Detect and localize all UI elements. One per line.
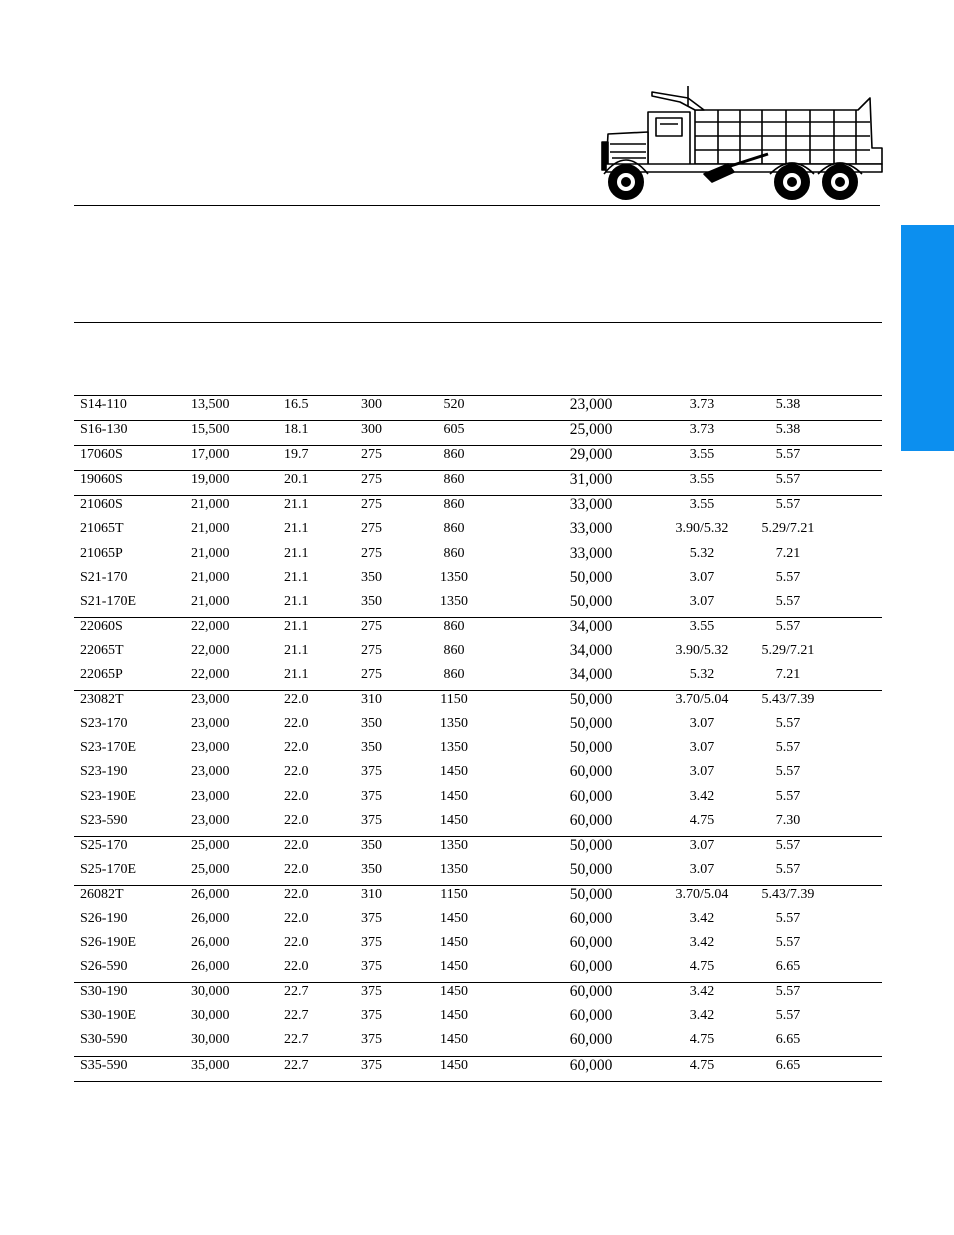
ratio-high-cell: 5.43/7.39 (761, 692, 815, 708)
model-cell: S21-170E (80, 593, 136, 609)
horsepower-cell: 275 (361, 497, 382, 513)
capacity-cell: 50,000 (569, 592, 613, 610)
torque-cell: 860 (443, 472, 465, 488)
gvw-cell: 25,000 (191, 837, 230, 853)
ratio-low-cell: 3.55 (689, 447, 715, 463)
torque-cell: 1450 (440, 1057, 468, 1073)
ratio-low-cell: 3.42 (689, 1008, 715, 1024)
table-row (74, 983, 882, 1007)
gvw-cell: 21,000 (191, 497, 230, 513)
capacity-cell: 50,000 (569, 568, 613, 586)
horsepower-cell: 275 (361, 521, 382, 537)
table-row (74, 642, 882, 666)
diameter-cell: 21.1 (284, 667, 309, 683)
ratio-high-cell: 7.30 (775, 812, 801, 828)
model-cell: S23-190 (80, 764, 128, 780)
diameter-cell: 21.1 (284, 497, 309, 513)
model-cell: S26-190E (80, 935, 136, 951)
table-row (74, 691, 882, 715)
gvw-cell: 13,500 (191, 397, 230, 412)
table-row (74, 446, 882, 470)
row-group (74, 885, 882, 982)
row-group (74, 690, 882, 836)
ratio-high-cell: 5.57 (775, 910, 801, 926)
ratio-low-cell: 5.32 (689, 667, 715, 683)
diameter-cell: 19.7 (284, 447, 309, 463)
capacity-cell: 34,000 (569, 641, 613, 659)
ratio-high-cell: 5.57 (775, 447, 801, 463)
horsepower-cell: 275 (361, 618, 382, 634)
capacity-cell: 31,000 (569, 471, 613, 489)
ratio-high-cell: 5.57 (775, 472, 801, 488)
torque-cell: 605 (443, 422, 465, 438)
ratio-low-cell: 3.07 (689, 740, 715, 756)
diameter-cell: 22.0 (284, 959, 309, 975)
ratio-high-cell: 5.57 (775, 569, 801, 585)
table-row (74, 666, 882, 690)
gvw-cell: 35,000 (191, 1057, 230, 1073)
capacity-cell: 60,000 (569, 983, 613, 1001)
table-row (74, 421, 882, 445)
gvw-cell: 22,000 (191, 667, 230, 683)
diameter-cell: 22.0 (284, 716, 309, 732)
ratio-low-cell: 3.73 (689, 422, 715, 438)
capacity-cell: 29,000 (569, 446, 613, 464)
gvw-cell: 30,000 (191, 1032, 230, 1048)
model-cell: 22060S (80, 618, 123, 634)
row-group (74, 982, 882, 1055)
torque-cell: 1450 (440, 935, 468, 951)
horsepower-cell: 310 (361, 886, 382, 902)
table-row (74, 886, 882, 910)
model-cell: S26-190 (80, 910, 128, 926)
gvw-cell: 23,000 (191, 740, 230, 756)
gvw-cell: 26,000 (191, 886, 230, 902)
row-group (74, 1056, 882, 1082)
model-cell: S23-170E (80, 740, 136, 756)
capacity-cell: 25,000 (569, 421, 613, 439)
dump-truck-illustration (600, 84, 885, 202)
table-row (74, 520, 882, 544)
ratio-high-cell: 5.29/7.21 (761, 521, 815, 537)
gvw-cell: 25,000 (191, 861, 230, 877)
model-cell: S23-170 (80, 716, 128, 732)
row-group (74, 420, 882, 445)
table-row (74, 593, 882, 617)
gvw-cell: 23,000 (191, 716, 230, 732)
row-group (74, 617, 882, 690)
model-cell: S26-590 (80, 959, 128, 975)
table-row (74, 837, 882, 861)
model-cell: S25-170E (80, 861, 136, 877)
diameter-cell: 21.1 (284, 642, 309, 658)
ratio-high-cell: 5.57 (775, 837, 801, 853)
capacity-cell: 60,000 (569, 909, 613, 927)
torque-cell: 1350 (440, 593, 468, 609)
diameter-cell: 21.1 (284, 569, 309, 585)
horsepower-cell: 275 (361, 472, 382, 488)
ratio-low-cell: 3.07 (689, 861, 715, 877)
diameter-cell: 22.0 (284, 740, 309, 756)
capacity-cell: 50,000 (569, 715, 613, 733)
model-cell: S23-590 (80, 812, 128, 828)
gvw-cell: 22,000 (191, 618, 230, 634)
table-row (74, 788, 882, 812)
capacity-cell: 50,000 (569, 691, 613, 709)
horsepower-cell: 300 (361, 422, 382, 438)
torque-cell: 1350 (440, 837, 468, 853)
diameter-cell: 22.7 (284, 1032, 309, 1048)
ratio-high-cell: 6.65 (775, 1032, 801, 1048)
ratio-high-cell: 6.65 (775, 959, 801, 975)
spec-table (74, 395, 882, 1082)
diameter-cell: 22.0 (284, 935, 309, 951)
table-row (74, 934, 882, 958)
table-row (74, 1057, 882, 1081)
capacity-cell: 60,000 (569, 1056, 613, 1074)
gvw-cell: 30,000 (191, 1008, 230, 1024)
model-cell: S35-590 (80, 1057, 128, 1073)
ratio-low-cell: 5.32 (689, 545, 715, 561)
model-cell: 17060S (80, 447, 123, 463)
ratio-high-cell: 5.57 (775, 593, 801, 609)
model-cell: 21060S (80, 497, 123, 513)
ratio-high-cell: 5.57 (775, 935, 801, 951)
diameter-cell: 22.0 (284, 788, 309, 804)
gvw-cell: 26,000 (191, 935, 230, 951)
gvw-cell: 21,000 (191, 521, 230, 537)
table-row (74, 545, 882, 569)
horsepower-cell: 375 (361, 984, 382, 1000)
table-row (74, 812, 882, 836)
torque-cell: 860 (443, 642, 465, 658)
diameter-cell: 22.0 (284, 886, 309, 902)
diameter-cell: 18.1 (284, 422, 309, 438)
gvw-cell: 23,000 (191, 692, 230, 708)
table-row (74, 1007, 882, 1031)
capacity-cell: 34,000 (569, 617, 613, 635)
gvw-cell: 23,000 (191, 764, 230, 780)
model-cell: S30-590 (80, 1032, 128, 1048)
gvw-cell: 23,000 (191, 788, 230, 804)
horsepower-cell: 350 (361, 740, 382, 756)
row-group (74, 395, 882, 420)
torque-cell: 1450 (440, 959, 468, 975)
ratio-low-cell: 3.07 (689, 764, 715, 780)
ratio-high-cell: 5.57 (775, 788, 801, 804)
table-row (74, 763, 882, 787)
gvw-cell: 26,000 (191, 910, 230, 926)
horsepower-cell: 275 (361, 667, 382, 683)
ratio-high-cell: 5.38 (775, 422, 801, 438)
row-group (74, 470, 882, 495)
model-cell: 21065P (80, 545, 123, 561)
model-cell: S30-190E (80, 1008, 136, 1024)
ratio-low-cell: 3.70/5.04 (675, 886, 729, 902)
table-row (74, 471, 882, 495)
ratio-low-cell: 3.90/5.32 (675, 642, 729, 658)
row-group (74, 495, 882, 616)
ratio-low-cell: 3.07 (689, 593, 715, 609)
horsepower-cell: 375 (361, 788, 382, 804)
ratio-low-cell: 3.70/5.04 (675, 692, 729, 708)
horsepower-cell: 350 (361, 716, 382, 732)
torque-cell: 1450 (440, 1032, 468, 1048)
table-row (74, 569, 882, 593)
capacity-cell: 50,000 (569, 885, 613, 903)
torque-cell: 1450 (440, 1008, 468, 1024)
ratio-low-cell: 3.55 (689, 618, 715, 634)
torque-cell: 860 (443, 618, 465, 634)
gvw-cell: 30,000 (191, 984, 230, 1000)
torque-cell: 860 (443, 521, 465, 537)
diameter-cell: 22.7 (284, 984, 309, 1000)
horsepower-cell: 375 (361, 1032, 382, 1048)
capacity-cell: 60,000 (569, 811, 613, 829)
ratio-low-cell: 3.07 (689, 569, 715, 585)
diameter-cell: 22.0 (284, 837, 309, 853)
diameter-cell: 21.1 (284, 521, 309, 537)
torque-cell: 860 (443, 667, 465, 683)
torque-cell: 1450 (440, 788, 468, 804)
torque-cell: 1350 (440, 716, 468, 732)
ratio-high-cell: 5.57 (775, 618, 801, 634)
model-cell: 21065T (80, 521, 124, 537)
ratio-high-cell: 5.38 (775, 397, 801, 412)
diameter-cell: 22.7 (284, 1008, 309, 1024)
ratio-high-cell: 5.29/7.21 (761, 642, 815, 658)
ratio-low-cell: 3.07 (689, 716, 715, 732)
table-row (74, 715, 882, 739)
horsepower-cell: 350 (361, 569, 382, 585)
diameter-cell: 22.0 (284, 764, 309, 780)
ratio-low-cell: 4.75 (689, 1057, 715, 1073)
diameter-cell: 16.5 (284, 397, 309, 412)
gvw-cell: 15,500 (191, 422, 230, 438)
header-divider (74, 322, 882, 323)
horsepower-cell: 350 (361, 837, 382, 853)
horsepower-cell: 275 (361, 642, 382, 658)
torque-cell: 1450 (440, 812, 468, 828)
horsepower-cell: 375 (361, 935, 382, 951)
capacity-cell: 60,000 (569, 787, 613, 805)
ratio-high-cell: 5.57 (775, 861, 801, 877)
horsepower-cell: 375 (361, 1057, 382, 1073)
diameter-cell: 20.1 (284, 472, 309, 488)
ratio-high-cell: 7.21 (775, 545, 801, 561)
gvw-cell: 26,000 (191, 959, 230, 975)
table-row (74, 618, 882, 642)
gvw-cell: 21,000 (191, 593, 230, 609)
model-cell: 26082T (80, 886, 124, 902)
diameter-cell: 22.0 (284, 812, 309, 828)
capacity-cell: 60,000 (569, 934, 613, 952)
model-cell: S30-190 (80, 984, 128, 1000)
horsepower-cell: 375 (361, 764, 382, 780)
capacity-cell: 60,000 (569, 1031, 613, 1049)
table-row (74, 739, 882, 763)
model-cell: 19060S (80, 472, 123, 488)
ratio-high-cell: 5.57 (775, 764, 801, 780)
capacity-cell: 23,000 (569, 396, 613, 413)
table-row (74, 496, 882, 520)
ratio-low-cell: 3.42 (689, 910, 715, 926)
horsepower-cell: 275 (361, 545, 382, 561)
capacity-cell: 50,000 (569, 739, 613, 757)
ratio-high-cell: 5.57 (775, 716, 801, 732)
horsepower-cell: 350 (361, 593, 382, 609)
table-row (74, 1031, 882, 1055)
capacity-cell: 50,000 (569, 860, 613, 878)
gvw-cell: 21,000 (191, 569, 230, 585)
capacity-cell: 60,000 (569, 958, 613, 976)
diameter-cell: 21.1 (284, 618, 309, 634)
torque-cell: 860 (443, 497, 465, 513)
ratio-low-cell: 3.07 (689, 837, 715, 853)
ratio-high-cell: 5.57 (775, 740, 801, 756)
torque-cell: 1450 (440, 910, 468, 926)
torque-cell: 1150 (440, 886, 468, 902)
table-row (74, 861, 882, 885)
ratio-low-cell: 3.73 (689, 397, 715, 412)
gvw-cell: 21,000 (191, 545, 230, 561)
torque-cell: 1350 (440, 569, 468, 585)
row-group (74, 836, 882, 885)
horsepower-cell: 275 (361, 447, 382, 463)
model-cell: S16-130 (80, 422, 128, 438)
torque-cell: 1150 (440, 692, 468, 708)
section-tab (901, 225, 954, 451)
ratio-high-cell: 5.43/7.39 (761, 886, 815, 902)
diameter-cell: 21.1 (284, 593, 309, 609)
ratio-low-cell: 3.55 (689, 472, 715, 488)
diameter-cell: 22.0 (284, 692, 309, 708)
ratio-low-cell: 4.75 (689, 812, 715, 828)
diameter-cell: 22.7 (284, 1057, 309, 1073)
ratio-low-cell: 3.55 (689, 497, 715, 513)
model-cell: 22065T (80, 642, 124, 658)
capacity-cell: 33,000 (569, 544, 613, 562)
torque-cell: 1450 (440, 984, 468, 1000)
horsepower-cell: 375 (361, 812, 382, 828)
horsepower-cell: 350 (361, 861, 382, 877)
gvw-cell: 17,000 (191, 447, 230, 463)
table-row (74, 910, 882, 934)
torque-cell: 1350 (440, 861, 468, 877)
diameter-cell: 22.0 (284, 861, 309, 877)
capacity-cell: 33,000 (569, 520, 613, 538)
gvw-cell: 22,000 (191, 642, 230, 658)
table-row (74, 958, 882, 982)
gvw-cell: 19,000 (191, 472, 230, 488)
capacity-cell: 50,000 (569, 836, 613, 854)
capacity-cell: 33,000 (569, 496, 613, 514)
top-divider (74, 205, 880, 206)
model-cell: S25-170 (80, 837, 128, 853)
gvw-cell: 23,000 (191, 812, 230, 828)
torque-cell: 860 (443, 545, 465, 561)
torque-cell: 1450 (440, 764, 468, 780)
ratio-high-cell: 5.57 (775, 1008, 801, 1024)
ratio-low-cell: 3.42 (689, 935, 715, 951)
ratio-high-cell: 5.57 (775, 497, 801, 513)
horsepower-cell: 375 (361, 959, 382, 975)
model-cell: 23082T (80, 692, 124, 708)
ratio-low-cell: 4.75 (689, 959, 715, 975)
torque-cell: 1350 (440, 740, 468, 756)
horsepower-cell: 375 (361, 1008, 382, 1024)
ratio-high-cell: 6.65 (775, 1057, 801, 1073)
table-row (74, 396, 882, 420)
torque-cell: 520 (443, 397, 465, 412)
row-group (74, 445, 882, 470)
ratio-low-cell: 3.90/5.32 (675, 521, 729, 537)
model-cell: S23-190E (80, 788, 136, 804)
diameter-cell: 21.1 (284, 545, 309, 561)
ratio-low-cell: 4.75 (689, 1032, 715, 1048)
model-cell: 22065P (80, 667, 123, 683)
ratio-low-cell: 3.42 (689, 788, 715, 804)
horsepower-cell: 310 (361, 692, 382, 708)
model-cell: S14-110 (80, 397, 127, 412)
capacity-cell: 60,000 (569, 763, 613, 781)
model-cell: S21-170 (80, 569, 128, 585)
horsepower-cell: 300 (361, 397, 382, 412)
ratio-low-cell: 3.42 (689, 984, 715, 1000)
horsepower-cell: 375 (361, 910, 382, 926)
diameter-cell: 22.0 (284, 910, 309, 926)
torque-cell: 860 (443, 447, 465, 463)
ratio-high-cell: 5.57 (775, 984, 801, 1000)
capacity-cell: 34,000 (569, 666, 613, 684)
ratio-high-cell: 7.21 (775, 667, 801, 683)
capacity-cell: 60,000 (569, 1007, 613, 1025)
